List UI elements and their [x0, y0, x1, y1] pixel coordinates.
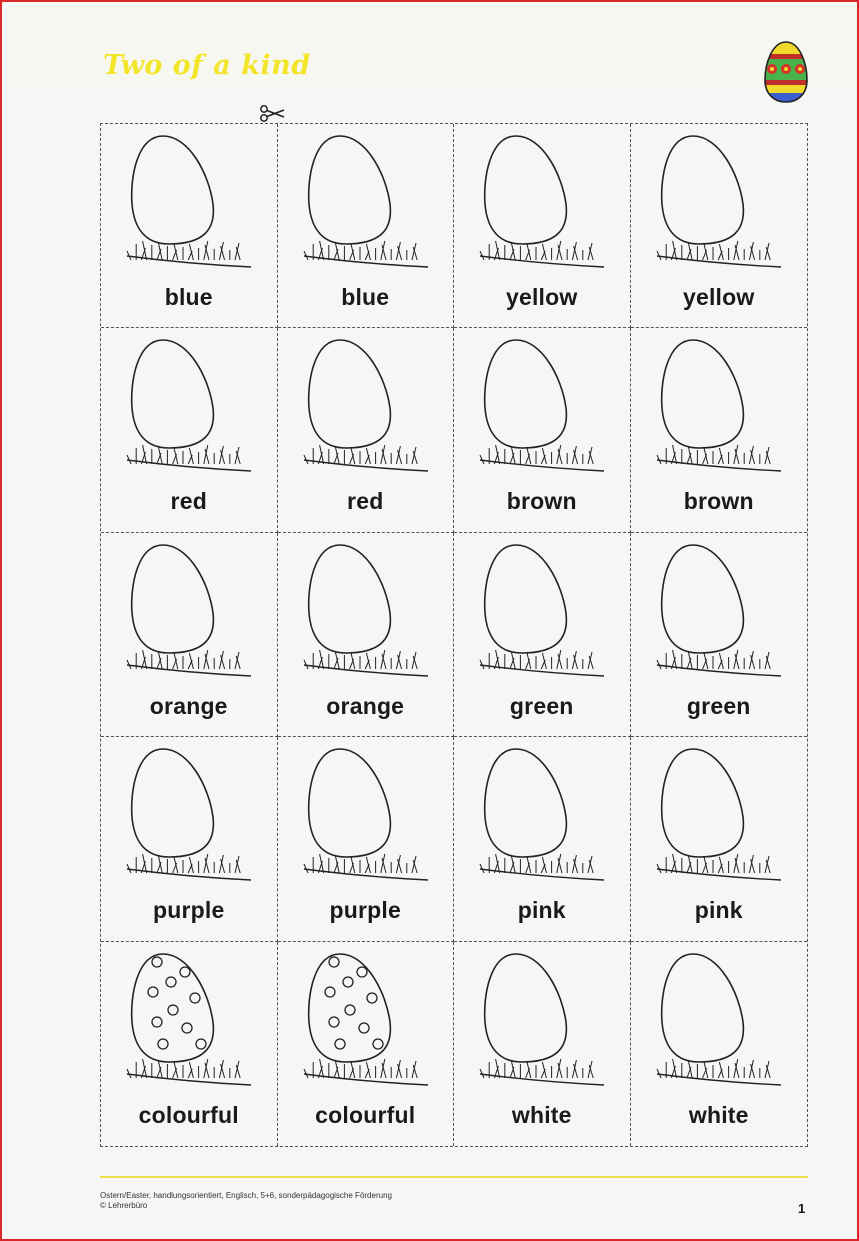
egg-drawing [476, 743, 608, 889]
grass-icon [127, 445, 240, 464]
egg-drawing [300, 334, 432, 480]
egg-card [101, 124, 278, 328]
card-word: green [686, 692, 751, 719]
footer-text [100, 1191, 392, 1211]
egg-card [631, 737, 808, 941]
page-number: 1 [798, 1201, 806, 1216]
card-word: brown [506, 488, 577, 515]
card-word: pink [517, 897, 566, 924]
egg-card [454, 533, 631, 737]
easter-egg-icon [762, 40, 810, 104]
egg-drawing [123, 743, 255, 889]
egg-card [454, 328, 631, 532]
grass-icon [480, 854, 593, 873]
egg-drawing [123, 948, 255, 1094]
egg-drawing [300, 130, 432, 276]
card-word: white [688, 1101, 749, 1128]
egg-card [278, 328, 455, 532]
grass-icon [480, 1059, 593, 1078]
egg-card [101, 942, 278, 1146]
card-word: colourful [138, 1101, 239, 1128]
grass-icon [304, 854, 417, 873]
egg-drawing [476, 948, 608, 1094]
card-grid [100, 123, 808, 1147]
egg-card [631, 942, 808, 1146]
grass-icon [657, 241, 770, 260]
footer-rule [100, 1176, 808, 1178]
card-word: white [511, 1101, 572, 1128]
grass-icon [304, 241, 417, 260]
grass-icon [127, 241, 240, 260]
egg-drawing [123, 130, 255, 276]
egg-card [101, 328, 278, 532]
card-word: brown [683, 488, 754, 515]
card-word: blue [341, 284, 390, 310]
grass-icon [657, 445, 770, 464]
egg-card [454, 942, 631, 1146]
card-word: green [509, 692, 574, 719]
card-word: blue [164, 284, 213, 310]
egg-card [101, 737, 278, 941]
card-word: pink [694, 897, 743, 924]
scissors-icon [258, 102, 286, 124]
grass-icon [480, 241, 593, 260]
grass-icon [127, 1059, 240, 1078]
egg-drawing [123, 539, 255, 685]
egg-drawing [476, 334, 608, 480]
egg-card [631, 124, 808, 328]
egg-drawing [300, 539, 432, 685]
egg-drawing [653, 743, 785, 889]
egg-drawing [300, 743, 432, 889]
card-word: red [347, 488, 384, 515]
grass-icon [480, 445, 593, 464]
egg-card [278, 124, 455, 328]
egg-drawing [653, 130, 785, 276]
egg-drawing [653, 948, 785, 1094]
egg-card [631, 328, 808, 532]
card-word: purple [329, 897, 401, 924]
card-word: orange [326, 692, 405, 719]
grass-icon [127, 854, 240, 873]
card-word: yellow [682, 284, 755, 310]
egg-drawing [476, 130, 608, 276]
card-word: yellow [505, 284, 578, 310]
egg-card [631, 533, 808, 737]
grass-icon [657, 854, 770, 873]
footer-line-2: © Lehrerbüro [100, 1201, 148, 1210]
grass-icon [304, 650, 417, 669]
grass-icon [657, 650, 770, 669]
grass-icon [657, 1059, 770, 1078]
grass-icon [480, 650, 593, 669]
egg-card [454, 737, 631, 941]
egg-drawing [123, 334, 255, 480]
egg-card [278, 942, 455, 1146]
egg-card [278, 737, 455, 941]
egg-card [101, 533, 278, 737]
card-word: red [170, 488, 207, 515]
page-title: Two of a kind [103, 50, 311, 81]
grass-icon [304, 445, 417, 464]
egg-card [454, 124, 631, 328]
egg-drawing [653, 539, 785, 685]
egg-drawing [653, 334, 785, 480]
footer-line-1: Ostern/Easter, handlungsorientiert, Englisch, 5+6, sonderpädagogische Förderung [100, 1191, 392, 1200]
egg-drawing [476, 539, 608, 685]
grass-icon [304, 1059, 417, 1078]
card-word: orange [149, 692, 228, 719]
card-word: purple [153, 897, 225, 924]
egg-card [278, 533, 455, 737]
grass-icon [127, 650, 240, 669]
egg-drawing [300, 948, 432, 1094]
card-word: colourful [315, 1101, 416, 1128]
